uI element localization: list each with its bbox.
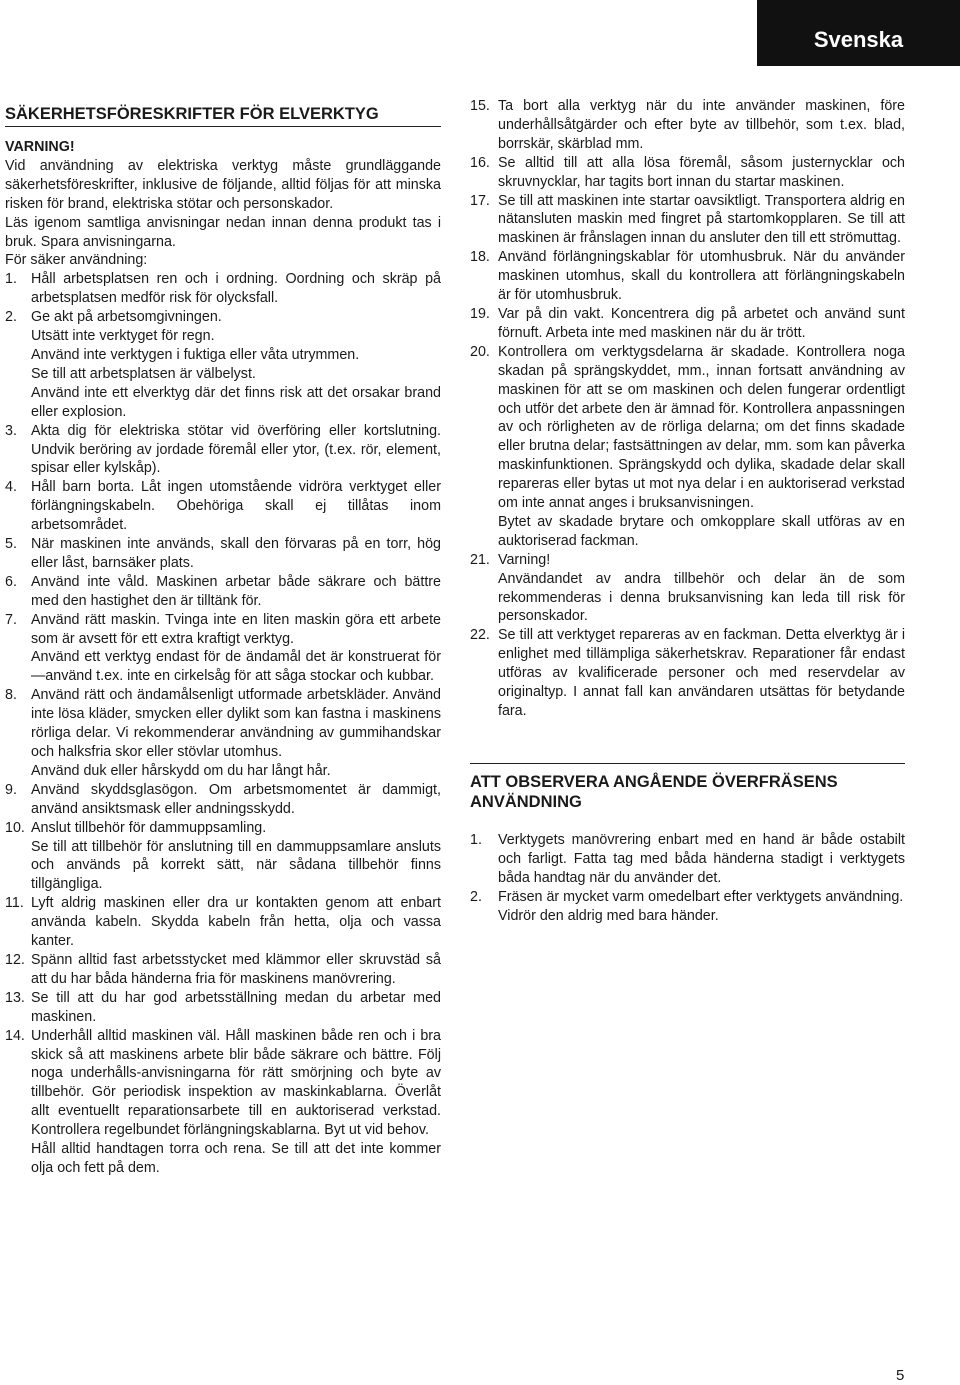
list-item-number: 19. xyxy=(470,305,490,322)
list-item-text: Använd inte våld. Maskinen arbetar både säkrare och bättre med den hastighet den är tilltänk för. xyxy=(31,573,441,609)
list-item-body xyxy=(498,192,905,249)
list-item-text: Utsätt inte verktyget för regn. xyxy=(31,328,215,345)
list-item-text: Användandet av andra tillbehör och delar än de som rekommenderas i denna bruksanvisning kan leda till risk för personskador. xyxy=(498,570,905,625)
list-item-body xyxy=(31,535,441,573)
list-item xyxy=(470,248,905,305)
safety-list-left xyxy=(5,270,441,1178)
list-item xyxy=(5,535,441,573)
list-item-text: Använd förlängningskablar för utomhusbruk. När du använder maskinen utomhus, skall du kontrollera att förlängningskabeln är för utomhusbruk. xyxy=(498,249,905,304)
list-item-number: 13. xyxy=(5,989,25,1006)
list-item-number: 17. xyxy=(470,192,490,209)
list-item-number: 6. xyxy=(5,573,17,590)
list-item-text: Spänn alltid fast arbetsstycket med klämmor eller skruvstäd så att du har båda händerna fria för maskinens manövrering. xyxy=(31,951,441,987)
list-item-number: 16. xyxy=(470,154,490,171)
list-item-body xyxy=(31,611,441,687)
list-item-text: Bytet av skadade brytare och omkopplare skall utföras av en auktoriserad fackman. xyxy=(498,513,905,549)
list-item-body xyxy=(31,270,441,308)
list-item xyxy=(5,819,441,895)
list-item-text: Ta bort alla verktyg när du inte använder maskinen, före underhållsåtgärder och efter byte av tillbehör, som t.ex. blad, borrskär, skärblad mm. xyxy=(498,98,905,152)
list-item-text: Håll barn borta. Låt ingen utomstående vidröra verktyget eller förlängningskabeln. Obehöriga skall ej tillåtas inom arbetsområdet. xyxy=(31,479,441,534)
list-item-body xyxy=(498,97,905,154)
list-item-number: 21. xyxy=(470,551,490,568)
left-column xyxy=(5,97,441,1178)
list-item xyxy=(5,1027,441,1178)
list-item xyxy=(5,989,441,1027)
list-item-number: 5. xyxy=(5,536,17,553)
list-item-text: Använd duk eller hårskydd om du har långt hår. xyxy=(31,762,331,779)
list-item xyxy=(5,686,441,781)
list-item-text: När maskinen inte används, skall den förvaras på en torr, hög eller låst, barnsäker plats. xyxy=(31,536,441,571)
list-item-text: Se till att arbetsplatsen är välbelyst. xyxy=(31,365,256,382)
list-item-body xyxy=(31,781,441,819)
list-item xyxy=(5,270,441,308)
router-section xyxy=(470,763,905,926)
list-item-text: Se till att tillbehör för anslutning till en dammuppsamlare ansluts och används på korrekt sätt, när sådana tillbehör finns tillgängliga. xyxy=(31,838,441,893)
list-item-text: Anslut tillbehör för dammuppsamling. xyxy=(31,819,267,836)
list-item xyxy=(5,573,441,611)
list-item-body xyxy=(31,422,441,479)
list-item-body xyxy=(498,831,905,888)
list-item-text: Se alltid till att alla lösa föremål, såsom justernycklar och skruvnycklar, har tagits bort innan du startar maskinen. xyxy=(498,154,905,190)
list-item-body xyxy=(31,989,441,1027)
list-item-text: Kontrollera om verktygsdelarna är skadade. Kontrollera noga skadan på sprängskyddet, mm., innan fortsatt användning av maskinen för att se om maskinen och delen fungerar ordentligt och utför det arbete den är ämnad för. Kontrollera anpassningen av och rörligheten av de rörliga delarna; om det finns skadade eller brutna delar; fastsättningen av delar, mm. som kan påverka maskinfunktionen. Sprängskydd och dylika, skadade delar skall repareras eller bytas ut mot nya delar i en auktoriserad verkstad om inte annat anges i bruksanvisningen. xyxy=(498,343,905,512)
list-item-text: Lyft aldrig maskinen eller dra ur kontakten genom att enbart använda kabeln. Skydda kabeln från hetta, olja och vassa kanter. xyxy=(31,895,441,950)
router-list xyxy=(470,831,905,926)
list-item-number: 14. xyxy=(5,1027,25,1044)
list-item-text: Se till att verktyget repareras av en fackman. Detta elverktyg är i enlighet med tillämpliga säkerhetskrav. Reparationer får endast utföras av kvalificerade personer och med reservdelar av originaltyp. I annat fall kan användaren utsättas för betydande fara. xyxy=(498,627,905,719)
list-item-number: 4. xyxy=(5,479,17,496)
list-item-text: Håll arbetsplatsen ren och i ordning. Oordning och skräp på arbetsplatsen medför risk för olycksfall. xyxy=(31,271,441,307)
list-item xyxy=(5,611,441,687)
list-item-number: 22. xyxy=(470,627,490,644)
list-item-text: Använd rätt och ändamålsenligt utformade arbetskläder. Använd inte lösa kläder, smycken eller dylikt som kan fastna i maskinens rörliga delar. Vi rekommenderar användning av gummihandskar och halksfria skor eller stövlar utomhus. xyxy=(31,687,441,760)
list-item-body xyxy=(498,305,905,343)
list-item xyxy=(5,422,441,479)
list-item xyxy=(470,626,905,721)
list-item-text: Var på din vakt. Koncentrera dig på arbetet och använd sunt förnuft. Arbeta inte med maskinen när du är trött. xyxy=(498,305,905,341)
intro-paragraph: Vid användning av elektriska verktyg måste grundläggande säkerhetsföreskrifter, inklusive de följande, alltid följas för att minska risken för brand, elektriska stötar och personskador. xyxy=(5,157,441,212)
list-item-number: 2. xyxy=(470,888,482,905)
list-item-text: Fräsen är mycket varm omedelbart efter verktygets användning. xyxy=(498,888,904,905)
language-tab: Svenska xyxy=(757,0,960,66)
list-item-body xyxy=(31,478,441,535)
list-item-body xyxy=(31,1027,441,1178)
list-item-number: 2. xyxy=(5,309,17,326)
list-item-text: Varning! xyxy=(498,551,551,568)
list-item-number: 11. xyxy=(5,895,24,912)
list-item xyxy=(470,888,905,926)
warning-heading: VARNING! xyxy=(5,139,75,155)
list-item-number: 9. xyxy=(5,781,17,798)
safety-list-right xyxy=(470,97,905,721)
list-item-body xyxy=(31,819,441,895)
section-title-router: ATT OBSERVERA ANGÅENDE ÖVERFRÄSENS ANVÄNDNING xyxy=(470,763,905,813)
list-item-number: 8. xyxy=(5,687,17,704)
list-item-text: Vidrör den aldrig med bara händer. xyxy=(498,907,719,924)
list-item-text: Akta dig för elektriska stötar vid överföring eller kortslutning. Undvik beröring av jordade föremål eller ytor, (t.ex. rör, element, spisar eller kylskåp). xyxy=(31,422,441,477)
list-item-text: Se till att du har god arbetsställning medan du arbetar med maskinen. xyxy=(31,989,441,1025)
list-item-number: 15. xyxy=(470,98,490,114)
list-item xyxy=(470,831,905,888)
list-item xyxy=(470,551,905,627)
list-item-text: Ge akt på arbetsomgivningen. xyxy=(31,309,222,326)
list-item-body xyxy=(31,686,441,781)
list-item xyxy=(5,894,441,951)
list-item-text: Underhåll alltid maskinen väl. Håll maskinen både ren och i bra skick så att maskinens arbete blir både säkrare och bättre. Följ noga underhålls-anvisningarna för rätt smörjning och byte av tillbehör. Gör periodisk inspektion av maskinkablarna. Överlåt allt eventuellt reparationsarbete till en auktoriserad verkstad. Kontrollera regelbundet förlängningskablarna. Byt ut vid behov. xyxy=(31,1027,441,1139)
list-item-body xyxy=(31,308,441,421)
safe-use-heading: För säker användning: xyxy=(5,252,148,269)
list-item xyxy=(5,951,441,989)
list-item-number: 18. xyxy=(470,249,490,266)
list-item-text: Håll alltid handtagen torra och rena. Se till att det inte kommer olja och fett på dem. xyxy=(31,1141,441,1176)
list-item-body xyxy=(498,888,905,926)
list-item-body xyxy=(498,626,905,721)
list-item-body xyxy=(31,951,441,989)
list-item-text: Använd ett verktyg endast för de ändamål det är konstruerat för—använd t.ex. inte en cirkelsåg för att såga stockar och kubbar. xyxy=(31,649,441,685)
list-item-body xyxy=(31,573,441,611)
list-item-text: Använd inte ett elverktyg där det finns risk att det orsakar brand eller explosion. xyxy=(31,384,441,420)
list-item-number: 7. xyxy=(5,611,17,628)
section-title-safety: SÄKERHETSFÖRESKRIFTER FÖR ELVERKTYG xyxy=(5,104,441,127)
list-item-number: 10. xyxy=(5,819,25,836)
list-item-body xyxy=(31,894,441,951)
list-item-body xyxy=(498,248,905,305)
list-item-body xyxy=(498,343,905,551)
page-number: 5 xyxy=(896,1367,905,1384)
list-item xyxy=(5,478,441,535)
list-item-text: Använd skyddsglasögon. Om arbetsmomentet är dammigt, använd ansiktsmask eller andningsskydd. xyxy=(31,781,441,817)
list-item-text: Verktygets manövrering enbart med en hand är både ostabilt och farligt. Fatta tag med båda händerna stadigt i verktygets båda handtag när du använder det. xyxy=(498,831,905,886)
list-item xyxy=(470,154,905,192)
list-item xyxy=(5,781,441,819)
list-item-number: 20. xyxy=(470,343,490,360)
list-item xyxy=(470,343,905,551)
list-item-text: Använd rätt maskin. Tvinga inte en liten maskin göra ett arbete som är avsett för ett extra kraftigt verktyg. xyxy=(31,611,441,647)
list-item xyxy=(470,192,905,249)
right-column xyxy=(470,97,905,925)
list-item-text: Använd inte verktygen i fuktiga eller våta utrymmen. xyxy=(31,346,360,363)
list-item-text: Se till att maskinen inte startar oavsiktligt. Transportera aldrig en nätansluten maskin med fingret på startomkopplaren. Se till att maskinen är frånslagen innan du ansluter den till ett strömuttag. xyxy=(498,192,905,247)
list-item-number: 12. xyxy=(5,951,25,968)
list-item-number: 3. xyxy=(5,422,17,439)
list-item-body xyxy=(498,551,905,627)
read-instructions-paragraph: Läs igenom samtliga anvisningar nedan innan denna produkt tas i bruk. Spara anvisningarna. xyxy=(5,214,441,250)
list-item xyxy=(5,308,441,421)
list-item xyxy=(470,97,905,154)
list-item-number: 1. xyxy=(5,271,17,288)
list-item xyxy=(470,305,905,343)
list-item-body xyxy=(498,154,905,192)
list-item-number: 1. xyxy=(470,831,482,848)
